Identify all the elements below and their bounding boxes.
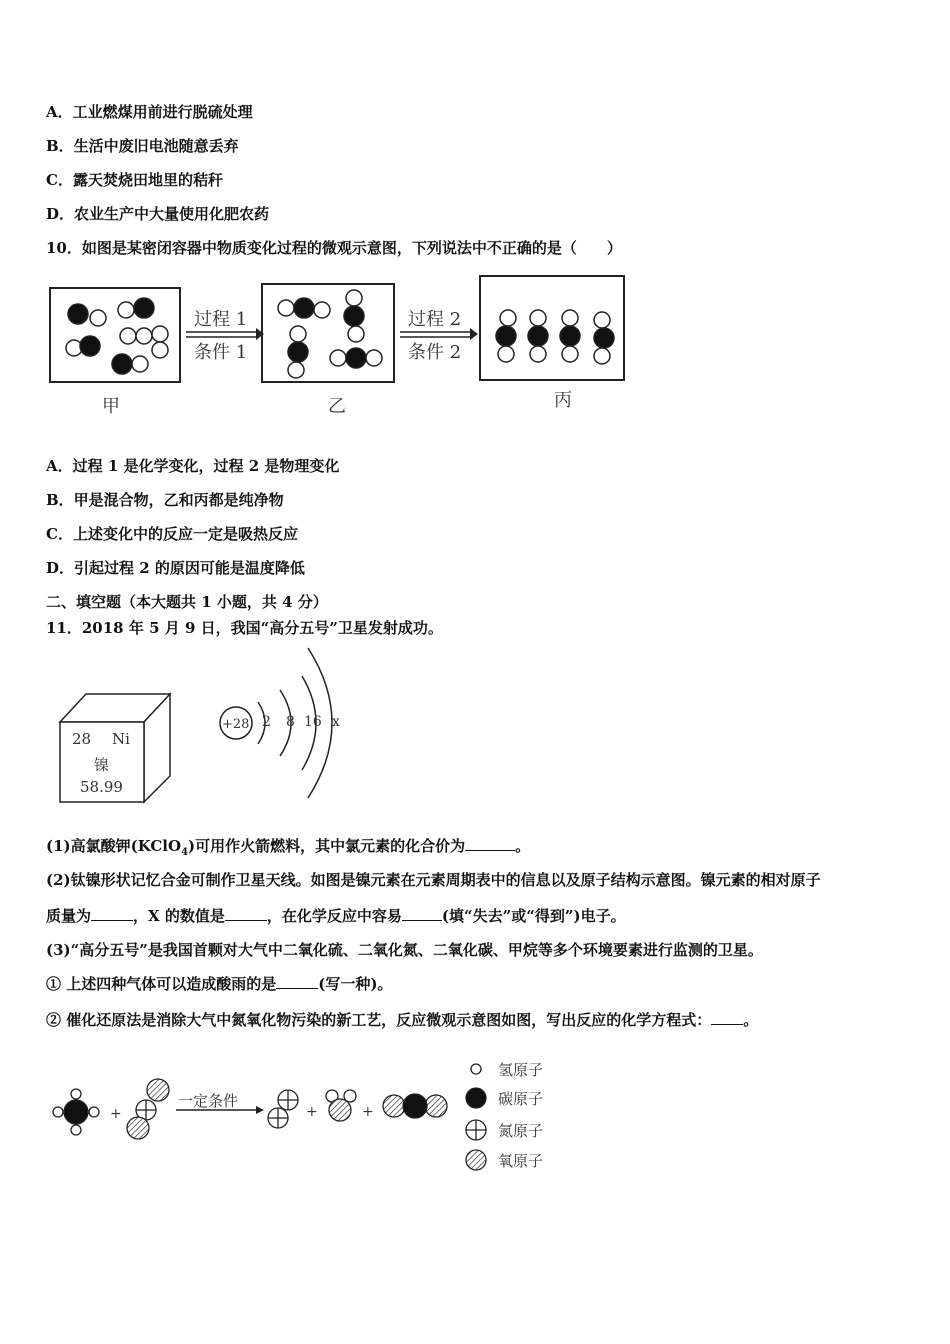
answer-blank-valence[interactable] [465,836,515,851]
q10-option-b: B．甲是混合物，乙和丙都是纯净物 [46,491,284,509]
q10-option-d: D．引起过程 2 的原因可能是温度降低 [46,559,305,577]
box-yi [262,284,394,382]
atomic-number: 28 [72,730,92,748]
process2-label: 过程 2 [408,309,462,330]
q10-stem: 10．如图是某密闭容器中物质变化过程的微观示意图，下列说法中不正确的是（ ） [46,239,622,257]
shell-4-electrons: x [332,714,340,730]
q11-part3-sub1-text: ① 上述四种气体可以造成酸雨的是 [46,975,277,993]
box-jia-molecules [66,298,168,374]
q11-part1-end: 。 [515,837,531,855]
n2-molecule [268,1090,298,1128]
legend-oxygen: 氧原子 [498,1152,544,1170]
condition2-label: 条件 2 [408,342,462,363]
label-bing: 丙 [554,390,572,411]
legend-hydrogen: 氢原子 [498,1061,544,1079]
q11-part1-text: (1)高氯酸钾(KClO [46,837,182,855]
process1-label: 过程 1 [194,309,248,330]
q11-part3-sub2 [46,1010,758,1030]
answer-blank-acid-rain[interactable] [276,974,318,989]
q9-option-b: B．生活中废旧电池随意丢弃 [46,137,239,155]
shell-3-electrons: 16 [304,714,322,730]
atomic-mass: 58.99 [80,778,123,796]
answer-blank-mass[interactable] [91,906,133,921]
box-yi-molecules [278,290,382,378]
plus-3: + [362,1104,374,1120]
q11-part1-subscript: 4 [181,847,189,858]
plus-2: + [306,1104,318,1120]
q11-part1 [46,836,530,863]
q9-option-d: D．农业生产中大量使用化肥农药 [46,205,270,223]
answer-blank-x[interactable] [225,906,267,921]
q10-option-a: A．过程 1 是化学变化，过程 2 是物理变化 [46,457,340,475]
nickel-figure [46,646,366,808]
shell-1-electrons: 2 [262,714,271,730]
methane-molecule [53,1089,99,1135]
label-yi: 乙 [328,396,346,417]
atom-structure-diagram [220,648,340,798]
legend-carbon: 碳原子 [498,1090,544,1108]
nucleus-charge: +28 [222,717,250,732]
water-molecule [326,1090,356,1121]
plus-1: + [110,1106,122,1122]
shell-2-electrons: 8 [286,714,295,730]
q11-part3-sub1 [46,974,392,994]
label-jia: 甲 [102,396,120,417]
q11-part2-seg2: ，X 的数值是 [133,907,225,925]
no2-molecule [127,1079,169,1139]
q11-part2-line1: (2)钛镍形状记忆合金可制作卫星天线。如图是镍元素在元素周期表中的信息以及原子结构示意图。镍元素的相对原子 [46,871,821,889]
q11-part2-seg3: ，在化学反应中容易 [266,907,402,925]
element-name: 镍 [94,756,110,774]
q11-part3-sub1-end: (写一种)。 [318,975,393,993]
box-bing-molecules [496,310,614,364]
q11-part1-text-2: )可用作火箭燃料，其中氯元素的化合价为 [188,837,466,855]
reaction-diagram [46,1056,566,1180]
element-symbol: Ni [112,730,130,748]
q11-stem: 11．2018 年 5 月 9 日，我国“高分五号”卫星发射成功。 [46,619,443,637]
answer-blank-equation[interactable] [711,1010,743,1025]
q11-part3-sub2-text: ② 催化还原法是消除大气中氮氧化物污染的新工艺，反应微观示意图如图，写出反应的化学方程式： [46,1011,712,1029]
reaction-condition: 一定条件 [178,1092,239,1110]
legend [466,1064,486,1170]
co2-molecule [383,1094,447,1118]
q11-part2-line2 [46,906,626,926]
q10-option-c: C．上述变化中的反应一定是吸热反应 [46,525,298,543]
q9-option-c: C．露天焚烧田地里的秸秆 [46,171,223,189]
condition1-label: 条件 1 [194,342,248,363]
legend-nitrogen: 氮原子 [498,1122,544,1140]
q10-molecule-figure [46,272,636,422]
q11-part2-seg1: 质量为 [46,907,92,925]
q11-part3-sub2-end: 。 [743,1011,759,1029]
q11-part2-seg4: (填“失去”或“得到”)电子。 [441,907,626,925]
section2-title: 二、填空题（本大题共 1 小题，共 4 分） [46,593,328,611]
q11-part3: (3)“高分五号”是我国首颗对大气中二氧化硫、二氧化氮、二氧化碳、甲烷等多个环境要素进行监测的卫星。 [46,941,763,959]
q9-option-a: A．工业燃煤用前进行脱硫处理 [46,103,253,121]
answer-blank-electron[interactable] [402,906,442,921]
